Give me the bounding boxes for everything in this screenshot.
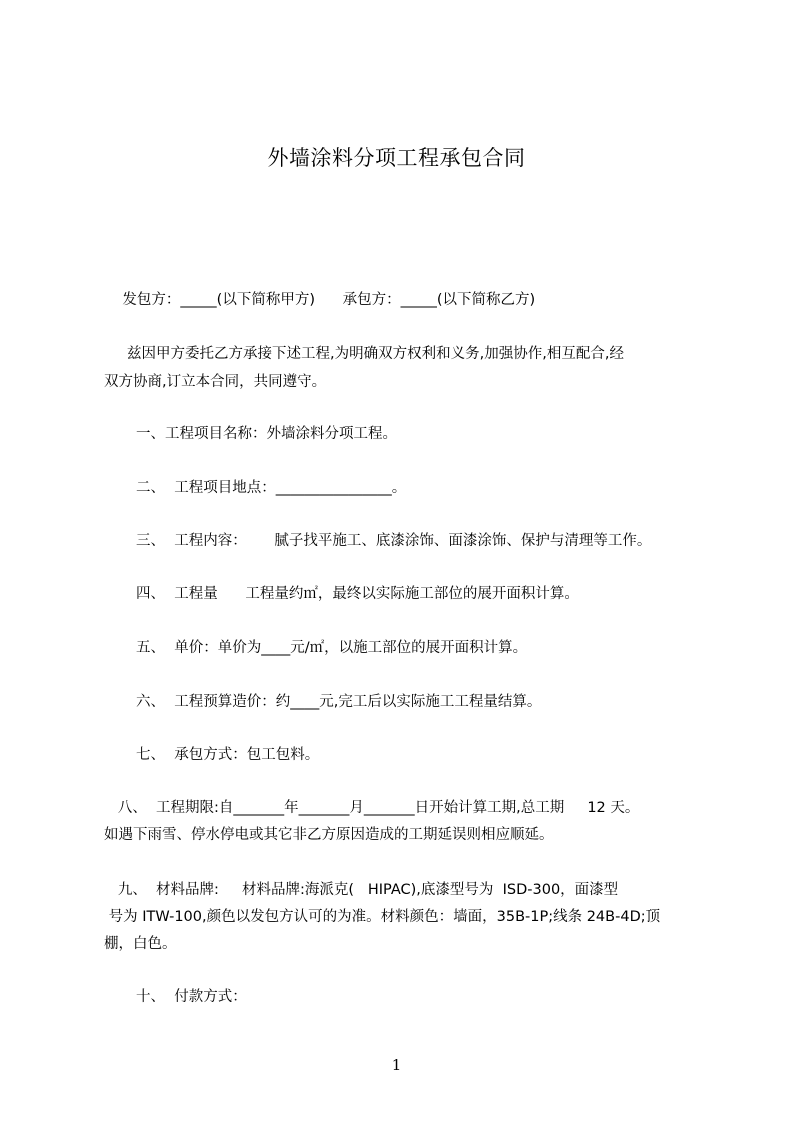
clause-8-line-1: 八、 工程期限:自_______年_______月_______日开始计算工期,总工期 12 天。: [104, 800, 640, 816]
clause-7: 七、 承包方式：包工包料。: [136, 747, 320, 763]
clause-1: 一、工程项目名称：外墙涂料分项工程。: [136, 426, 397, 442]
clause-4: 四、 工程量 工程量约㎡，最终以实际施工部位的展开面积计算。: [136, 586, 579, 602]
clause-5: 五、 单价：单价为____元/㎡，以施工部位的展开面积计算。: [136, 640, 528, 656]
clause-3: 三、 工程内容： 腻子找平施工、底漆涂饰、面漆涂饰、保护与清理等工作。: [136, 533, 652, 549]
clause-9-line-3: 棚，白色。: [104, 936, 177, 952]
clause-8-line-2: 如遇下雨雪、停水停电或其它非乙方原因造成的工期延误则相应顺延。: [104, 827, 554, 843]
clause-6: 六、 工程预算造价：约____元,完工后以实际施工工程量结算。: [136, 694, 542, 710]
page-title: 外墙涂料分项工程承包合同: [267, 146, 526, 170]
clause-2: 二、 工程项目地点：________________。: [136, 480, 407, 496]
page-number: 1: [391, 1056, 402, 1074]
clause-9-line-2: 号为 ITW-100,颜色以发包方认可的为准。材料颜色：墙面，35B-1P;线条 24B-4D;顶: [104, 909, 661, 925]
intro-line-1: 兹因甲方委托乙方承接下述工程,为明确双方权利和义务,加强协作,相互配合,经: [104, 346, 624, 362]
clause-10: 十、 付款方式：: [136, 989, 247, 1005]
parties-line: 发包方：_____(以下简称甲方) 承包方：_____(以下简称乙方): [104, 292, 536, 308]
clause-9-line-1: 九、 材料品牌: 材料品牌:海派克( HIPAC),底漆型号为 ISD-300，面漆型: [104, 882, 619, 898]
intro-line-2: 双方协商,订立本合同，共同遵守。: [104, 374, 327, 390]
